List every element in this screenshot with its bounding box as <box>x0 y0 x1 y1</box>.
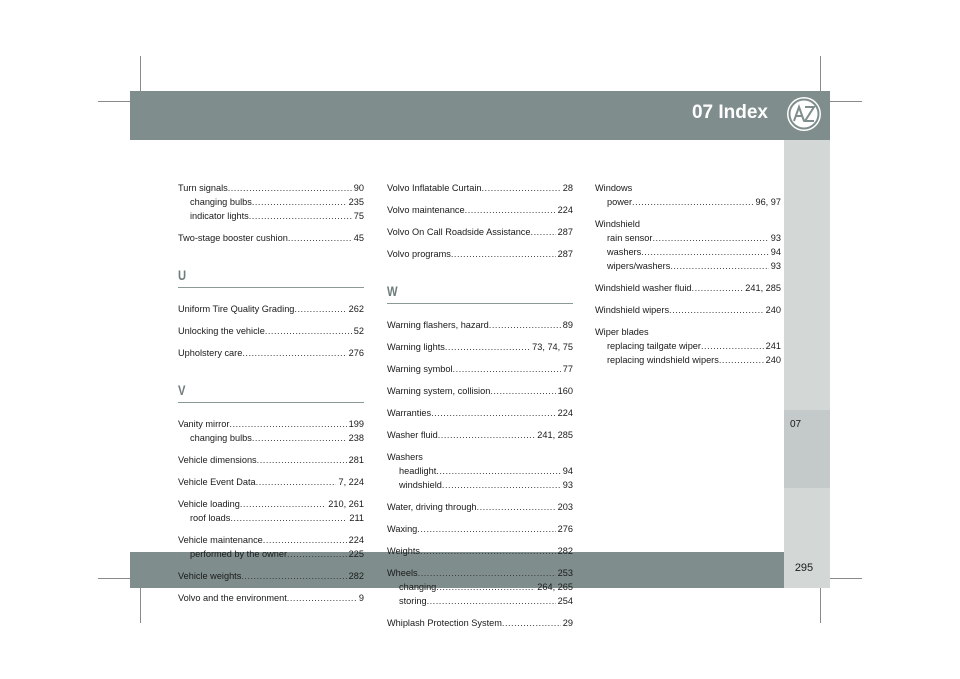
section-heading <box>178 265 364 288</box>
page-number: 295 <box>794 562 814 574</box>
index-entry <box>178 591 364 605</box>
index-entry <box>387 406 573 420</box>
dot-leader <box>632 195 753 209</box>
index-subentry <box>387 594 573 608</box>
index-entry <box>178 497 364 511</box>
page-reference[interactable]: 241, 285 <box>745 283 781 293</box>
dot-leader <box>701 339 764 353</box>
section-letter: V <box>178 382 186 398</box>
chapter-tab[interactable] <box>784 410 830 488</box>
entry-term: Windshield washer fluid <box>595 283 692 293</box>
page-reference[interactable]: 73, 74, 75 <box>532 342 573 352</box>
index-entry <box>387 225 573 239</box>
dot-leader <box>265 324 352 338</box>
dot-leader <box>451 247 556 261</box>
index-entry <box>178 346 364 360</box>
page-reference[interactable]: 89 <box>562 320 573 330</box>
dot-leader <box>230 511 347 525</box>
index-subentry <box>178 431 364 445</box>
index-column-1 <box>178 181 364 605</box>
page-reference[interactable]: 90 <box>353 183 364 193</box>
page-reference[interactable]: 75 <box>353 211 364 221</box>
entry-term: washers <box>607 247 642 257</box>
page-reference[interactable]: 287 <box>557 227 573 237</box>
page-reference[interactable]: 45 <box>353 233 364 243</box>
page-reference[interactable]: 203 <box>557 502 573 512</box>
page-reference[interactable]: 224 <box>557 408 573 418</box>
dot-leader <box>489 318 561 332</box>
index-entry <box>178 417 364 431</box>
index-entry <box>595 217 781 231</box>
page-reference[interactable]: 93 <box>770 233 781 243</box>
index-entry <box>178 569 364 583</box>
dot-leader <box>438 428 536 442</box>
entry-term: Unlocking the vehicle <box>178 326 265 336</box>
page-reference[interactable]: 52 <box>353 326 364 336</box>
entry-term: Warning lights <box>387 342 445 352</box>
entry-term: headlight <box>399 466 437 476</box>
dot-leader <box>531 225 556 239</box>
page-reference[interactable]: 224 <box>557 205 573 215</box>
page-reference[interactable]: 93 <box>770 261 781 271</box>
index-subentry <box>178 209 364 223</box>
index-entry <box>178 231 364 245</box>
index-entry <box>595 303 781 317</box>
entry-term: changing bulbs <box>190 433 252 443</box>
page-reference[interactable]: 254 <box>557 596 573 606</box>
index-subentry <box>595 339 781 353</box>
side-band <box>784 140 830 552</box>
dot-leader <box>465 203 556 217</box>
dot-leader <box>241 569 346 583</box>
entry-term: Weights <box>387 546 421 556</box>
entry-term: Vehicle maintenance <box>178 535 263 545</box>
entry-term: Uniform Tire Quality Grading <box>178 304 295 314</box>
page-reference[interactable]: 210, 261 <box>328 499 364 509</box>
entry-term: Warranties <box>387 408 432 418</box>
entry-term: Whiplash Protection System <box>387 618 502 628</box>
index-entry <box>387 247 573 261</box>
section-heading <box>387 281 573 304</box>
entry-term: changing <box>399 582 437 592</box>
page-reference[interactable]: 241, 285 <box>537 430 573 440</box>
entry-term: Volvo programs <box>387 249 451 259</box>
dot-leader <box>252 431 347 445</box>
index-subentry <box>595 195 781 209</box>
entry-term: Windshield <box>595 219 640 229</box>
dot-leader <box>445 340 530 354</box>
index-entry <box>178 324 364 338</box>
dot-leader <box>240 497 326 511</box>
dot-leader <box>252 195 347 209</box>
index-entry <box>178 181 364 195</box>
entry-term: performed by the owner <box>190 549 288 559</box>
page-reference[interactable]: 29 <box>562 618 573 628</box>
dot-leader <box>294 302 346 316</box>
entry-term: replacing tailgate wiper <box>607 341 701 351</box>
page-reference[interactable]: 225 <box>348 549 364 559</box>
dot-leader <box>417 522 555 536</box>
page-reference[interactable]: 238 <box>348 433 364 443</box>
page-reference[interactable]: 160 <box>557 386 573 396</box>
dot-leader <box>287 591 357 605</box>
entry-term: Two-stage booster cushion <box>178 233 288 243</box>
page-reference[interactable]: 235 <box>348 197 364 207</box>
index-entry <box>387 544 573 558</box>
entry-term: Volvo On Call Roadside Assistance <box>387 227 531 237</box>
a-z-icon <box>784 94 824 134</box>
index-column-3 <box>595 181 781 367</box>
entry-term: Warning symbol <box>387 364 453 374</box>
page-reference[interactable]: 282 <box>348 571 364 581</box>
page-reference[interactable]: 94 <box>770 247 781 257</box>
index-entry <box>178 302 364 316</box>
entry-term: Windshield wipers <box>595 305 670 315</box>
page-reference[interactable]: 224 <box>348 535 364 545</box>
entry-term: Volvo maintenance <box>387 205 465 215</box>
dot-leader <box>249 209 352 223</box>
page-reference[interactable]: 9 <box>358 593 364 603</box>
entry-term: storing <box>399 596 427 606</box>
entry-term: Wiper blades <box>595 327 649 337</box>
index-entry <box>387 384 573 398</box>
index-subentry <box>595 231 781 245</box>
index-subentry <box>178 547 364 561</box>
dot-leader <box>719 353 764 367</box>
page-reference[interactable]: 276 <box>348 348 364 358</box>
index-subentry <box>178 195 364 209</box>
entry-term: Vehicle weights <box>178 571 242 581</box>
section-letter: U <box>178 267 187 283</box>
entry-term: changing bulbs <box>190 197 252 207</box>
section-letter: W <box>387 283 398 299</box>
dot-leader <box>420 544 556 558</box>
index-entry <box>387 181 573 195</box>
dot-leader <box>431 406 556 420</box>
entry-term: Washer fluid <box>387 430 438 440</box>
entry-term: power <box>607 197 633 207</box>
dot-leader <box>256 475 337 489</box>
index-subentry <box>178 511 364 525</box>
entry-term: Vanity mirror <box>178 419 230 429</box>
page-reference[interactable]: 240 <box>765 355 781 365</box>
page-reference[interactable]: 28 <box>562 183 573 193</box>
page-reference[interactable]: 276 <box>557 524 573 534</box>
page-title: 07 Index <box>691 102 768 123</box>
entry-term: Wheels <box>387 568 418 578</box>
section-rule <box>178 287 364 288</box>
entry-term: Waxing <box>387 524 418 534</box>
dot-leader <box>288 231 352 245</box>
index-entry <box>387 616 573 630</box>
page-reference[interactable]: 282 <box>557 546 573 556</box>
section-rule <box>387 303 573 304</box>
page-reference[interactable]: 281 <box>348 455 364 465</box>
dot-leader <box>652 231 768 245</box>
entry-term: Vehicle loading <box>178 499 240 509</box>
dot-leader <box>287 547 347 561</box>
page-reference[interactable]: 240 <box>765 305 781 315</box>
dot-leader <box>490 384 555 398</box>
dot-leader <box>502 616 561 630</box>
entry-term: Volvo and the environment <box>178 593 287 603</box>
page-reference[interactable]: 211 <box>349 513 364 523</box>
section-heading <box>178 380 364 403</box>
dot-leader <box>453 362 561 376</box>
page-reference[interactable]: 7, 224 <box>338 477 364 487</box>
index-entry <box>387 428 573 442</box>
index-entry <box>387 362 573 376</box>
entry-term: Warning flashers, hazard <box>387 320 489 330</box>
index-entry <box>595 181 781 195</box>
dot-leader <box>229 417 346 431</box>
dot-leader <box>641 245 769 259</box>
index-subentry <box>595 353 781 367</box>
index-entry <box>387 566 573 580</box>
chapter-tab-label: 07 <box>790 419 802 430</box>
dot-leader <box>482 181 561 195</box>
dot-leader <box>436 580 535 594</box>
dot-leader <box>257 453 347 467</box>
dot-leader <box>427 594 556 608</box>
dot-leader <box>228 181 352 195</box>
entry-term: replacing windshield wipers <box>607 355 719 365</box>
index-entry <box>387 318 573 332</box>
index-subentry <box>387 580 573 594</box>
index-entry <box>178 453 364 467</box>
page-reference[interactable]: 241 <box>765 341 781 351</box>
entry-term: Washers <box>387 452 423 462</box>
index-entry <box>387 203 573 217</box>
dot-leader <box>692 281 744 295</box>
page-reference[interactable]: 77 <box>562 364 573 374</box>
entry-term: Vehicle dimensions <box>178 455 257 465</box>
page-reference[interactable]: 253 <box>557 568 573 578</box>
entry-term: Warning system, collision <box>387 386 491 396</box>
page-reference[interactable]: 94 <box>562 466 573 476</box>
entry-term: Vehicle Event Data <box>178 477 256 487</box>
entry-term: windshield <box>399 480 442 490</box>
dot-leader <box>477 500 556 514</box>
dot-leader <box>418 566 556 580</box>
entry-term: rain sensor <box>607 233 653 243</box>
dot-leader <box>669 303 764 317</box>
index-entry <box>178 533 364 547</box>
dot-leader <box>436 464 560 478</box>
header-band <box>130 91 830 140</box>
page-reference[interactable]: 287 <box>557 249 573 259</box>
index-subentry <box>387 464 573 478</box>
index-entry <box>387 450 573 464</box>
page-reference[interactable]: 264, 265 <box>537 582 573 592</box>
entry-term: indicator lights <box>190 211 249 221</box>
index-entry <box>387 500 573 514</box>
index-entry <box>178 475 364 489</box>
index-entry <box>595 281 781 295</box>
index-subentry <box>387 478 573 492</box>
entry-term: roof loads <box>190 513 231 523</box>
index-subentry <box>595 245 781 259</box>
dot-leader <box>442 478 561 492</box>
entry-term: Volvo Inflatable Curtain <box>387 183 482 193</box>
page-reference[interactable]: 262 <box>348 304 364 314</box>
dot-leader <box>263 533 347 547</box>
page-reference[interactable]: 96, 97 <box>755 197 781 207</box>
dot-leader <box>670 259 768 273</box>
dot-leader <box>242 346 346 360</box>
entry-term: Windows <box>595 183 633 193</box>
entry-term: Upholstery care <box>178 348 243 358</box>
entry-term: Turn signals <box>178 183 228 193</box>
index-entry <box>595 325 781 339</box>
index-entry <box>387 522 573 536</box>
page-reference[interactable]: 93 <box>562 480 573 490</box>
page-reference[interactable]: 199 <box>348 419 364 429</box>
entry-term: wipers/washers <box>607 261 671 271</box>
index-subentry <box>595 259 781 273</box>
entry-term: Water, driving through <box>387 502 477 512</box>
index-entry <box>387 340 573 354</box>
index-column-2 <box>387 181 573 630</box>
section-rule <box>178 402 364 403</box>
